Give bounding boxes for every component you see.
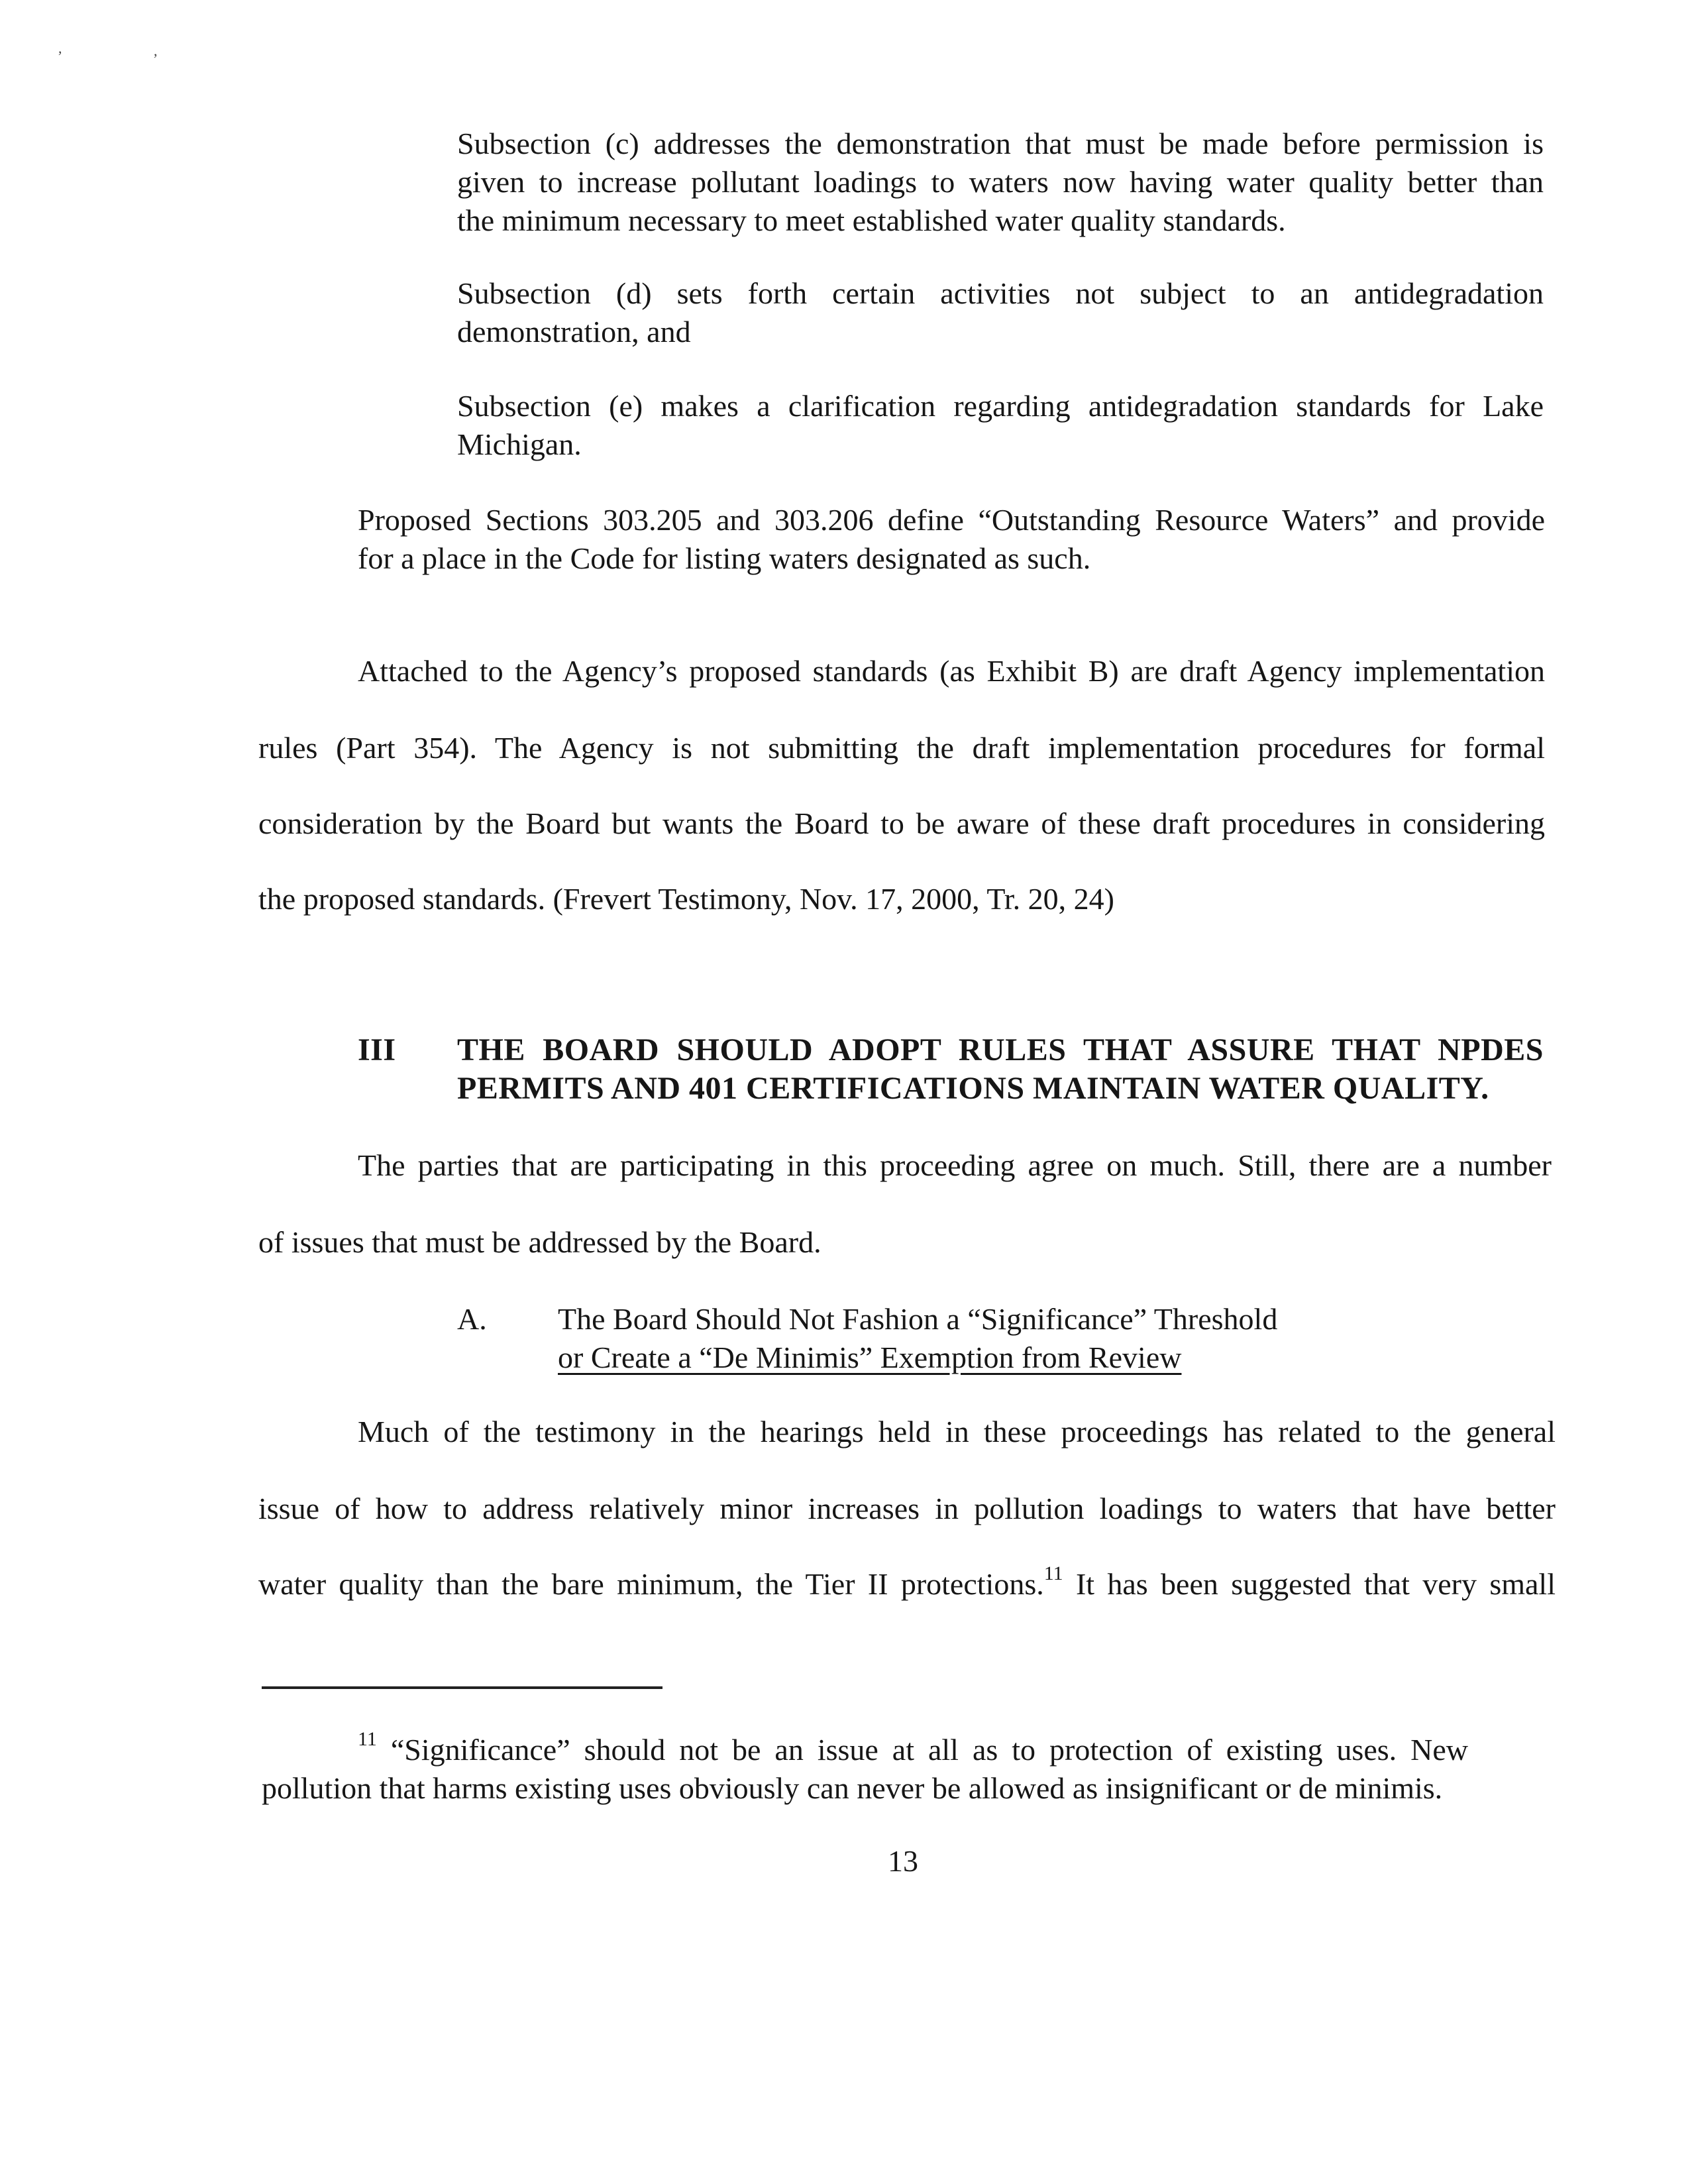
testimony-paragraph-line-2: issue of how to address relatively minor increases in pollution loadings to waters that have better <box>258 1492 1556 1525</box>
subheading-line-2 <box>558 1338 1485 1377</box>
attached-paragraph-line-3: consideration by the Board but wants the Board to be aware of these draft procedures in considering <box>258 806 1545 840</box>
subsection-d-line-2: demonstration, and <box>457 315 691 349</box>
testimony-line-3-end: It has been suggested that very small <box>1063 1567 1556 1601</box>
subsection-c-line-1: Subsection (c) addresses the demonstration that must be made before permission is <box>457 127 1544 160</box>
subheading-line-1: The Board Should Not Fashion a “Significance” Threshold <box>558 1302 1278 1336</box>
attached-paragraph-line-1: Attached to the Agency’s proposed standards (as Exhibit B) are draft Agency implementation <box>358 654 1545 688</box>
proposed-sections-line-2: for a place in the Code for listing waters designated as such. <box>358 541 1091 575</box>
section-heading-line-1: THE BOARD SHOULD ADOPT RULES THAT ASSURE THAT NPDES <box>457 1032 1544 1067</box>
parties-paragraph-line-2: of issues that must be addressed by the Board. <box>258 1225 822 1259</box>
testimony-paragraph-line-3 <box>258 1562 1556 1604</box>
attached-paragraph-line-2: rules (Part 354). The Agency is not submitting the draft implementation procedures for formal <box>258 731 1545 765</box>
footnote-marker: 11 <box>358 1727 377 1750</box>
proposed-sections-line-1: Proposed Sections 303.205 and 303.206 define “Outstanding Resource Waters” and provide <box>358 503 1545 537</box>
subsection-c-line-3: the minimum necessary to meet established water quality standards. <box>457 203 1286 237</box>
footnote-divider <box>262 1686 662 1689</box>
parties-paragraph-line-1: The parties that are participating in this proceeding agree on much. Still, there are a number <box>358 1148 1552 1182</box>
footnote-line-1 <box>358 1727 1468 1769</box>
subsection-d-line-1: Subsection (d) sets forth certain activities not subject to an antidegradation <box>457 276 1544 310</box>
footnote-reference: 11 <box>1043 1562 1063 1584</box>
scan-speck: , <box>58 40 62 56</box>
section-heading-line-2: PERMITS AND 401 CERTIFICATIONS MAINTAIN WATER QUALITY. <box>457 1071 1489 1106</box>
subsection-c-line-2: given to increase pollutant loadings to waters now having water quality better than <box>457 165 1544 199</box>
subsection-e-line-1: Subsection (e) makes a clarification regarding antidegradation standards for Lake <box>457 389 1544 423</box>
subheading-letter: A. <box>457 1302 487 1336</box>
scan-speck: , <box>154 42 158 59</box>
attached-paragraph-line-4: the proposed standards. (Frevert Testimony, Nov. 17, 2000, Tr. 20, 24) <box>258 882 1114 916</box>
section-number: III <box>358 1032 396 1067</box>
testimony-line-3-start: water quality than the bare minimum, the Tier II protections. <box>258 1567 1044 1601</box>
footnote-line-2: pollution that harms existing uses obviously can never be allowed as insignificant or de minimis. <box>262 1771 1443 1805</box>
footnote-line-1-text: “Significance” should not be an issue at all as to protection of existing uses. New <box>376 1733 1468 1767</box>
testimony-paragraph-line-1: Much of the testimony in the hearings held in these proceedings has related to the general <box>358 1415 1556 1448</box>
subheading-line-2-text: or Create a “De Minimis” Exemption from Review <box>558 1340 1182 1374</box>
subsection-e-line-2: Michigan. <box>457 427 582 461</box>
page-number: 13 <box>888 1844 918 1878</box>
